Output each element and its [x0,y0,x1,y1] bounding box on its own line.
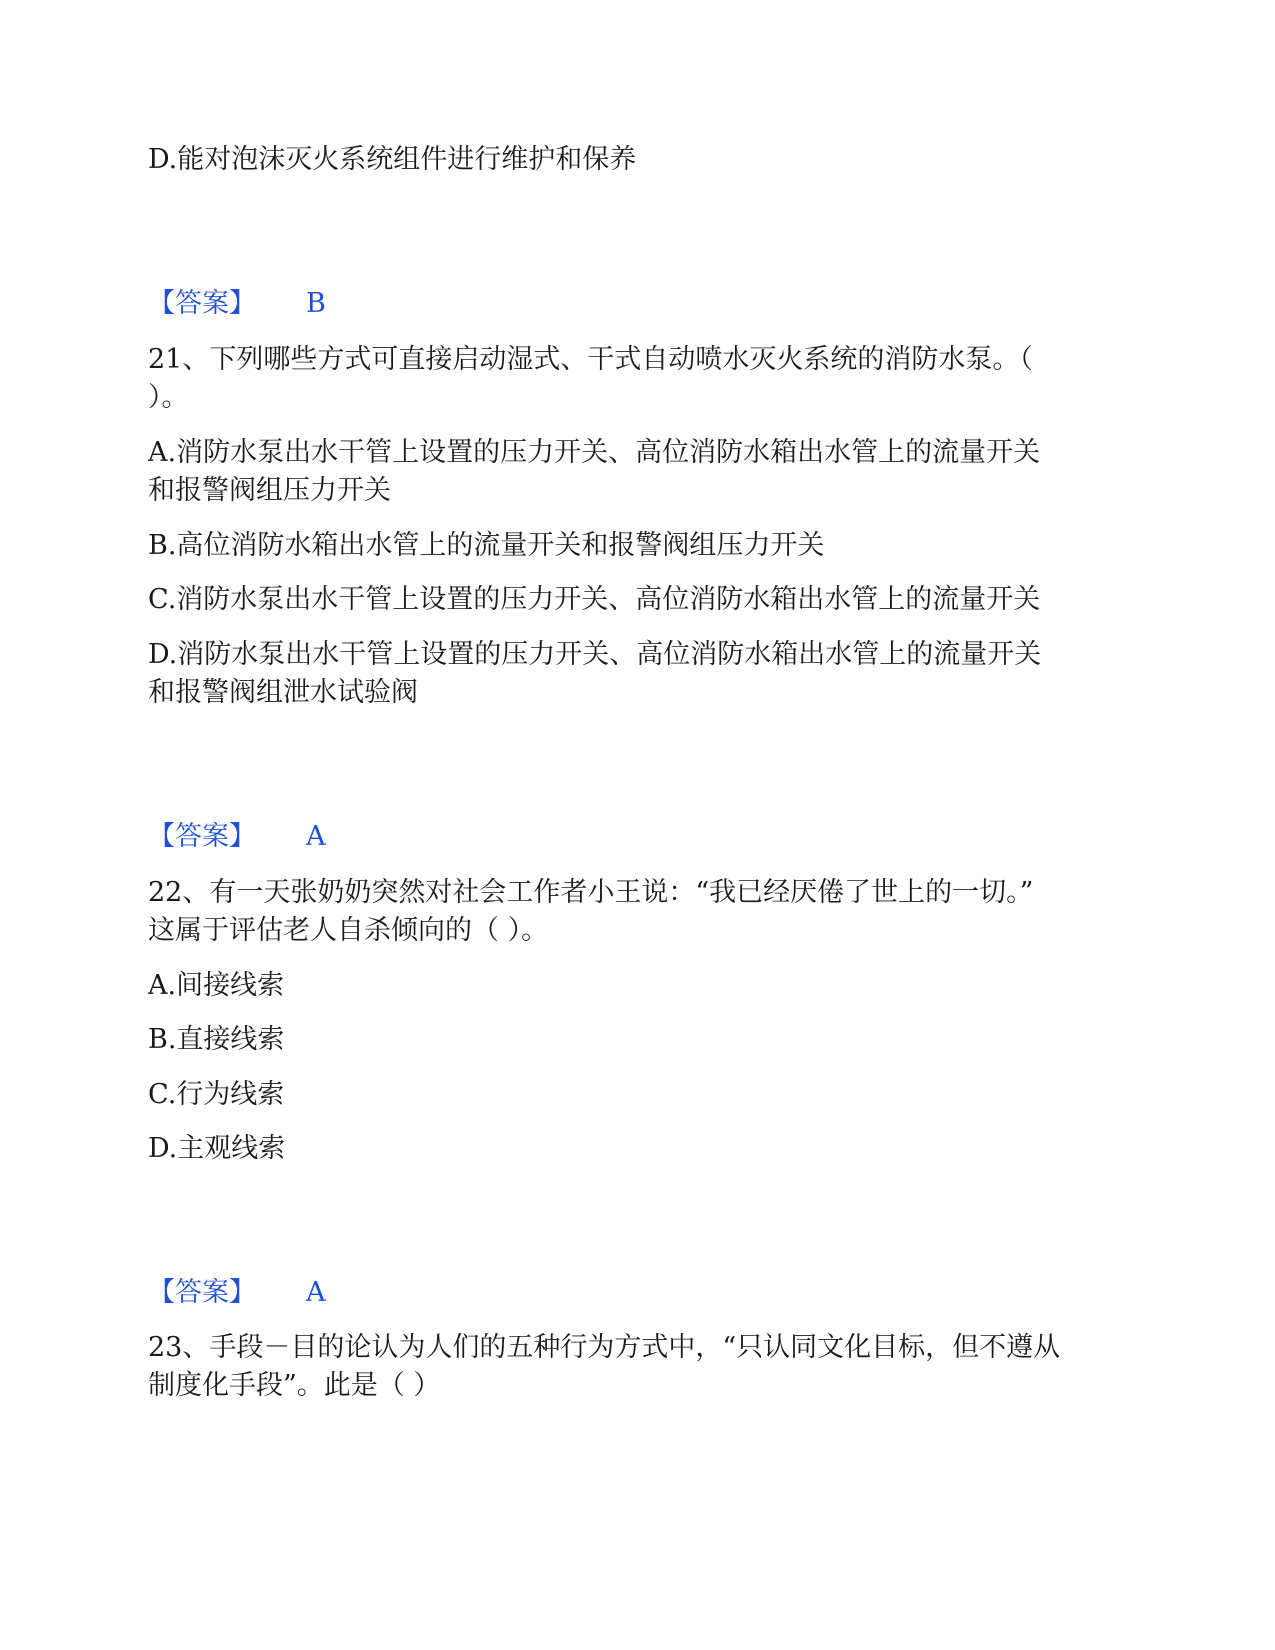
q21-stem-line1: 21、下列哪些方式可直接启动湿式、干式自动喷水灭火系统的消防水泵。（ [148,344,1033,375]
q21-option-d-line2: 和报警阀组泄水试验阀 [148,677,418,708]
answer-value: B [306,288,326,319]
q23-stem-line1: 23、手段－目的论认为人们的五种行为方式中，“只认同文化目标，但不遵从 [148,1332,1061,1363]
q21-option-b: B.高位消防水箱出水管上的流量开关和报警阀组压力开关 [148,530,825,561]
q22-option-d: D.主观线索 [148,1133,286,1164]
q21-option-d-line1: D.消防水泵出水干管上设置的压力开关、高位消防水箱出水管上的流量开关 [148,639,1042,670]
q21-answer [148,817,326,857]
answer-value: A [306,1277,326,1308]
q21-stem-line2: ）。 [148,382,189,413]
q22-option-b: B.直接线索 [148,1024,285,1055]
q23-stem-line2: 制度化手段”。此是（ ） [148,1370,441,1401]
q22-stem-line2: 这属于评估老人自杀倾向的（ ）。 [148,915,549,946]
answer-tag: 【答案】 [148,288,256,319]
prev-option-d: D.能对泡沫灭火系统组件进行维护和保养 [148,144,637,175]
answer-value: A [306,821,326,852]
q22-option-a: A.间接线索 [148,970,285,1001]
q21-option-a-line1: A.消防水泵出水干管上设置的压力开关、高位消防水箱出水管上的流量开关 [148,437,1041,468]
q21-option-c: C.消防水泵出水干管上设置的压力开关、高位消防水箱出水管上的流量开关 [148,584,1041,615]
answer-tag: 【答案】 [148,1277,256,1308]
q22-option-c: C.行为线索 [148,1079,285,1110]
q21-option-a-line2: 和报警阀组压力开关 [148,475,391,506]
prev-answer [148,284,326,324]
q22-answer [148,1273,326,1313]
answer-tag: 【答案】 [148,821,256,852]
q22-stem-line1: 22、有一天张奶奶突然对社会工作者小王说：“我已经厌倦了世上的一切。” [148,877,1034,908]
